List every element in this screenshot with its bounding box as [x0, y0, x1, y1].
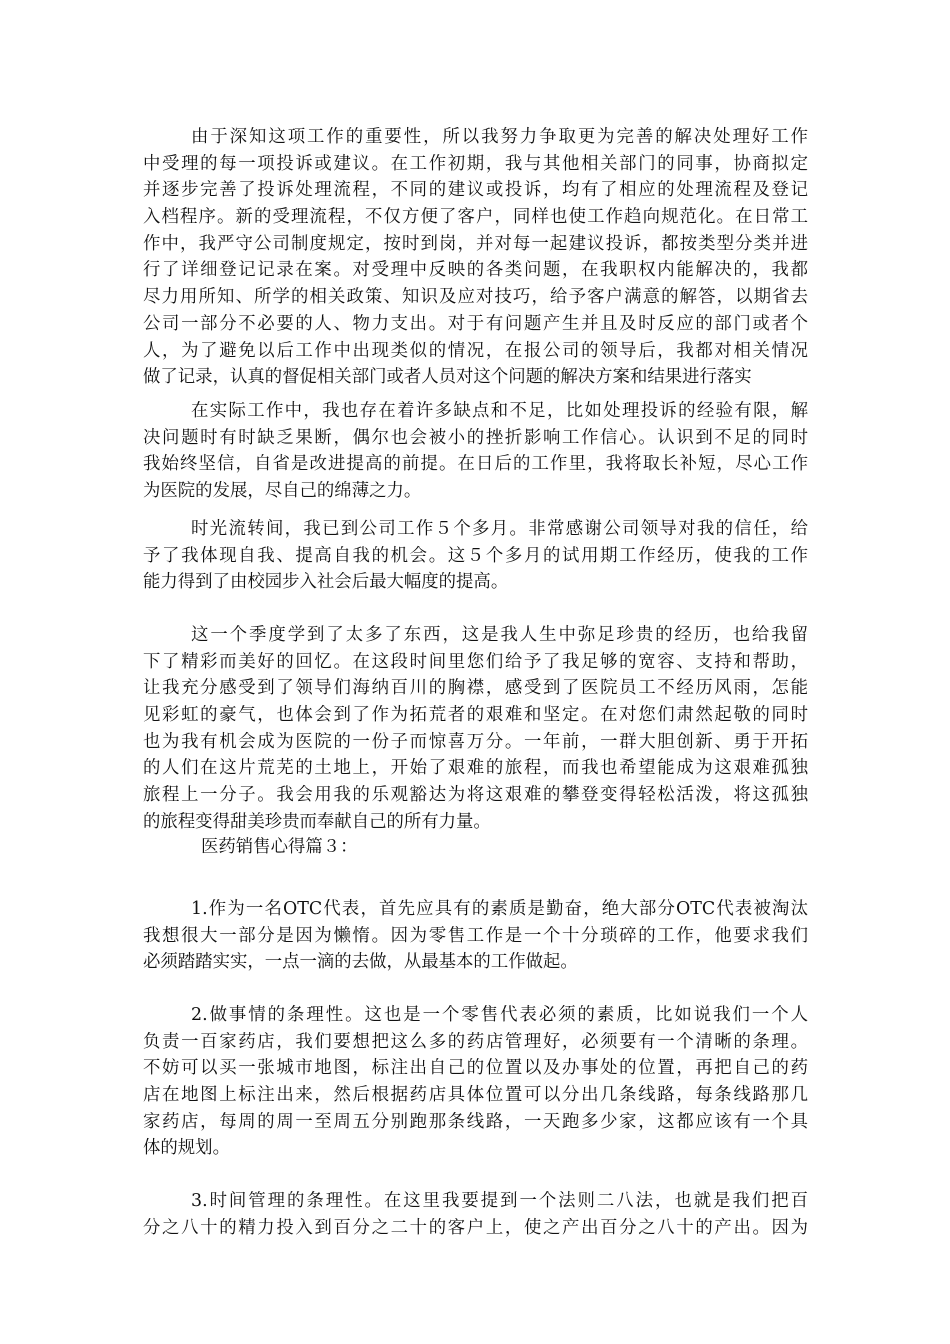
paragraph-point-1	[143, 896, 808, 976]
text-line: 予了我体现自我、提高自我的机会。这５个多月的试用期工作经历，使我的工作	[143, 545, 808, 566]
text-line: 尽力用所知、所学的相关政策、知识及应对技巧，给予客户满意的解答，以期省去	[143, 287, 808, 308]
paragraph-shortcomings	[143, 398, 808, 505]
text-line: 这一个季度学到了太多了东西，这是我人生中弥足珍贵的经历，也给我留	[191, 625, 808, 645]
text-line: 时光流转间，我已到公司工作５个多月。非常感谢公司领导对我的信任，给	[191, 519, 808, 539]
text-line: 中受理的每一项投诉或建议。在工作初期，我与其他相关部门的同事，协商拟定	[143, 153, 808, 174]
section-heading	[143, 834, 808, 861]
paragraph-point-2	[143, 1002, 808, 1162]
paragraph-complaint-handling	[143, 124, 808, 391]
text-line: 人，为了避免以后工作中出现类似的情况，在报公司的领导后，我都对相关情况	[143, 340, 808, 361]
text-line: 体的规划。	[143, 1138, 230, 1159]
text-line: 做了记录，认真的督促相关部门或者人员对这个问题的解决方案和结果进行落实	[143, 367, 752, 388]
text-line: 旅程上一分子。我会用我的乐观豁达为将这艰难的攀登变得轻松活泼，将这孤独	[143, 785, 808, 806]
text-line: 负责一百家药店，我们要想把这么多的药店管理好，必须要有一个清晰的条理。	[143, 1031, 808, 1052]
text-line: 由于深知这项工作的重要性，所以我努力争取更为完善的解决处理好工作	[191, 127, 808, 147]
text-line: 并逐步完善了投诉处理流程，不同的建议或投诉，均有了相应的处理流程及登记	[143, 180, 808, 201]
text-line: 也为我有机会成为医院的一份子而惊喜万分。一年前，一群大胆创新、勇于开拓	[143, 731, 808, 752]
text-line: 的人们在这片荒芜的土地上，开始了艰难的旅程，而我也希望能成为这艰难孤独	[143, 758, 808, 779]
text-line: 下了精彩而美好的回忆。在这段时间里您们给予了我足够的宽容、支持和帮助，	[143, 651, 808, 672]
text-line: 在实际工作中，我也存在着许多缺点和不足，比如处理投诉的经验有限，解	[191, 401, 808, 421]
text-line: 我想很大一部分是因为懒惰。因为零售工作是一个十分琐碎的工作，他要求我们	[143, 925, 808, 946]
text-line: 2.做事情的条理性。这也是一个零售代表必须的素质，比如说我们一个人	[191, 1005, 808, 1025]
paragraph-five-months	[143, 516, 808, 596]
text-line: 店在地图上标注出来，然后根据药店具体位置可以分出几条线路，每条线路那几	[143, 1085, 808, 1106]
text-line: 决问题时有时缺乏果断，偶尔也会被小的挫折影响工作信心。认识到不足的同时	[143, 427, 808, 448]
text-line: 为医院的发展，尽自己的绵薄之力。	[143, 481, 422, 502]
text-line: 必须踏踏实实，一点一滴的去做，从最基本的工作做起。	[143, 952, 578, 973]
text-line: 入档程序。新的受理流程，不仅方便了客户，同样也使工作趋向规范化。在日常工	[143, 207, 808, 228]
text-line: 不妨可以买一张城市地图，标注出自己的位置以及办事处的位置，再把自己的药	[143, 1058, 808, 1079]
text-line: 我始终坚信，自省是改进提高的前提。在日后的工作里，我将取长补短，尽心工作	[143, 454, 808, 475]
text-line: 1.作为一名OTC代表，首先应具有的素质是勤奋，绝大部分OTC代表被淘汰	[191, 899, 808, 919]
paragraph-quarter-learning	[143, 622, 808, 836]
text-line: 能力得到了由校园步入社会后最大幅度的提高。	[143, 572, 509, 593]
text-line: 3.时间管理的条理性。在这里我要提到一个法则二八法，也就是我们把百	[191, 1191, 808, 1211]
text-line: 行了详细登记记录在案。对受理中反映的各类问题，在我职权内能解决的，我都	[143, 260, 808, 281]
text-line: 的旅程变得甜美珍贵而奉献自己的所有力量。	[143, 811, 491, 832]
text-line: 作中，我严守公司制度规定，按时到岗，并对每一起建议投诉，都按类型分类并进	[143, 233, 808, 254]
text-line: 见彩虹的豪气，也体会到了作为拓荒者的艰难和坚定。在对您们肃然起敬的同时	[143, 705, 808, 726]
text-line: 家药店，每周的周一至周五分别跑那条线路，一天跑多少家，这都应该有一个具	[143, 1111, 808, 1132]
text-line: 公司一部分不必要的人、物力支出。对于有问题产生并且及时反应的部门或者个	[143, 313, 808, 334]
text-line: 让我充分感受到了领导们海纳百川的胸襟，感受到了医院员工不经历风雨，怎能	[143, 678, 808, 699]
text-line: 分之八十的精力投入到百分之二十的客户上，使之产出百分之八十的产出。因为	[143, 1217, 808, 1238]
section-title: 医药销售心得篇３：	[201, 837, 358, 857]
paragraph-point-3	[143, 1188, 808, 1241]
